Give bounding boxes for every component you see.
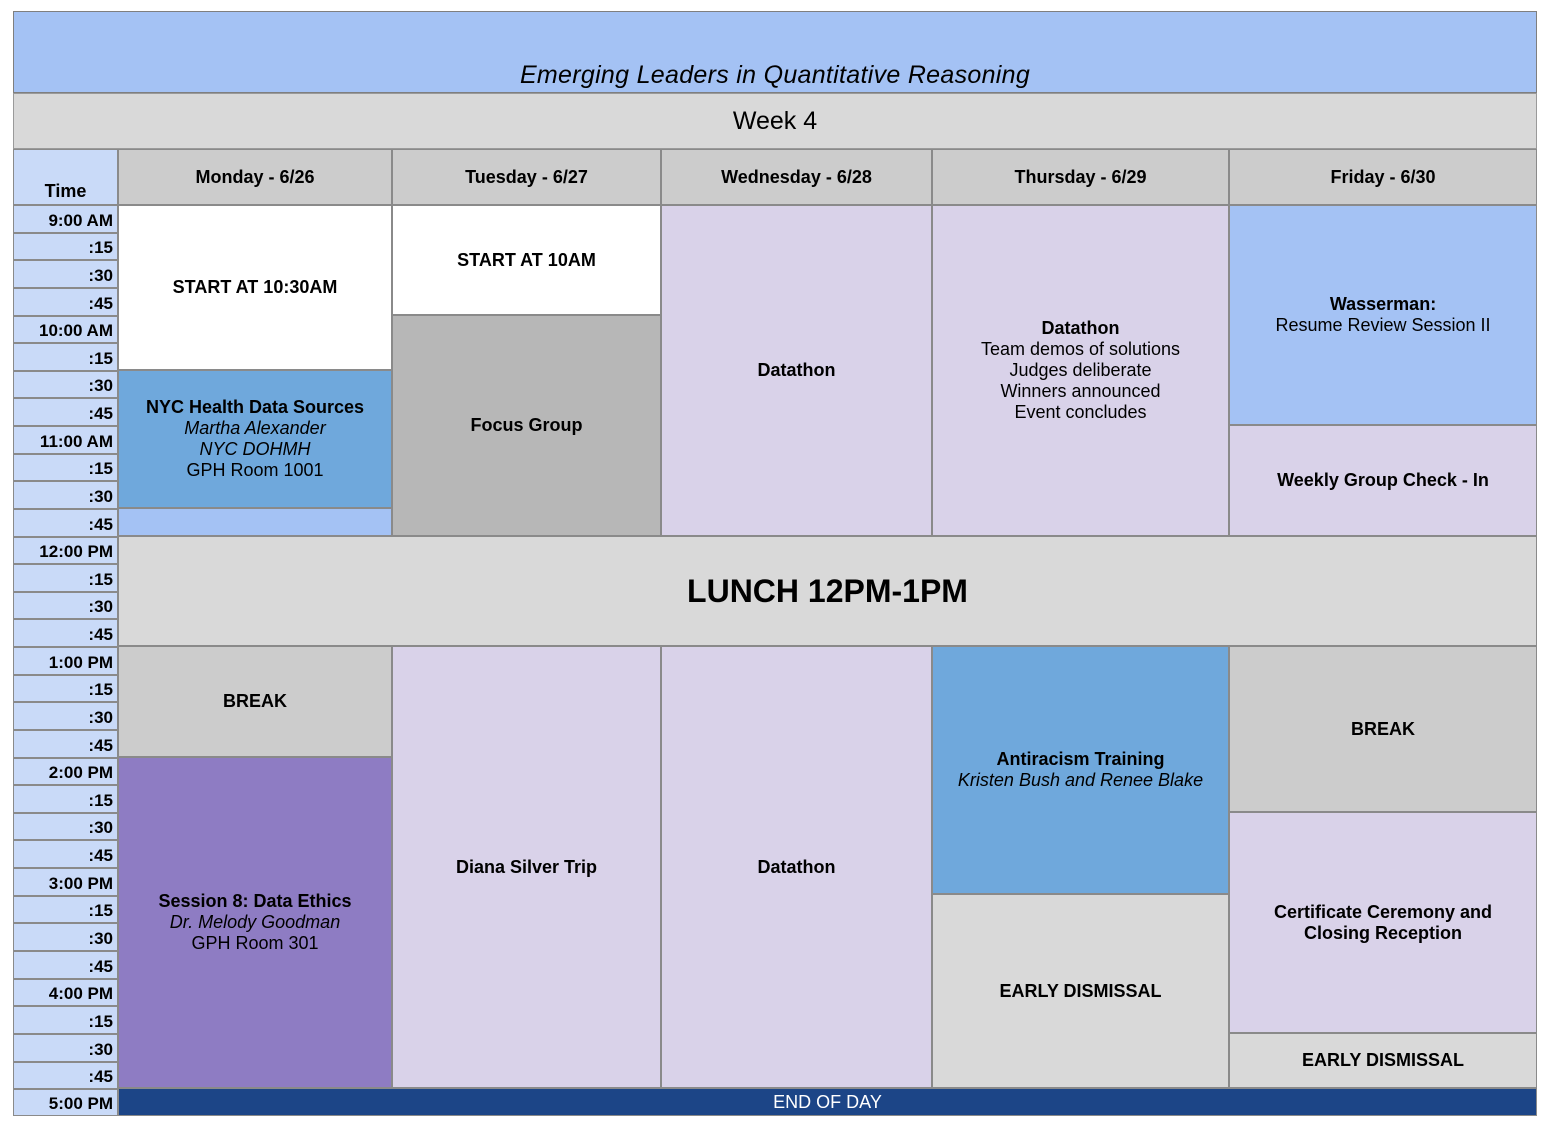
- event-antiracism-training[interactable]: [932, 646, 1229, 894]
- time-label: :30: [13, 1034, 118, 1062]
- schedule-grid: [13, 149, 1537, 1116]
- time-label: :15: [13, 564, 118, 592]
- monday-start-note: [118, 205, 392, 370]
- day-header-thursday: Thursday - 6/29: [932, 149, 1229, 205]
- time-column-header: Time: [13, 149, 118, 205]
- time-label: :30: [13, 813, 118, 840]
- time-label: :45: [13, 840, 118, 868]
- time-label: 9:00 AM: [13, 205, 118, 233]
- event-organization: NYC DOHMH: [199, 439, 311, 459]
- time-label: 4:00 PM: [13, 979, 118, 1006]
- event-title: Certificate Ceremony and Closing Reception: [1273, 901, 1493, 943]
- dismissal-label: EARLY DISMISSAL: [1301, 1050, 1465, 1070]
- time-label: :45: [13, 509, 118, 537]
- event-diana-silver-trip[interactable]: [392, 646, 661, 1088]
- time-label: 11:00 AM: [13, 426, 118, 454]
- time-label: :15: [13, 675, 118, 702]
- time-label: :30: [13, 260, 118, 288]
- event-detail-line: Winners announced: [1000, 381, 1161, 401]
- time-label: :45: [13, 398, 118, 426]
- time-label: 5:00 PM: [13, 1089, 118, 1116]
- thursday-early-dismissal: [932, 894, 1229, 1088]
- event-title: Antiracism Training: [996, 749, 1165, 769]
- program-title: Emerging Leaders in Quantitative Reasoning: [519, 61, 1031, 89]
- event-title: NYC Health Data Sources: [145, 397, 365, 417]
- event-wasserman-resume-review[interactable]: [1229, 205, 1537, 425]
- monday-gap-slot: [118, 508, 392, 536]
- event-weekly-group-check-in[interactable]: [1229, 425, 1537, 536]
- monday-break: [118, 646, 392, 757]
- day-header-wednesday: Wednesday - 6/28: [661, 149, 932, 205]
- time-label: :30: [13, 592, 118, 619]
- event-title: Weekly Group Check - In: [1277, 470, 1489, 490]
- event-datathon-thursday[interactable]: [932, 205, 1229, 536]
- program-banner: [13, 11, 1537, 93]
- week-header: Week 4: [13, 93, 1537, 149]
- time-label: :45: [13, 619, 118, 647]
- time-label: :45: [13, 730, 118, 758]
- time-label: 1:00 PM: [13, 647, 118, 675]
- day-header-friday: Friday - 6/30: [1229, 149, 1537, 205]
- time-label: :15: [13, 785, 118, 813]
- time-label: 12:00 PM: [13, 537, 118, 564]
- dismissal-label: EARLY DISMISSAL: [999, 980, 1162, 1001]
- end-of-day-bar: [118, 1088, 1537, 1116]
- event-datathon-wednesday-am[interactable]: [661, 205, 932, 536]
- event-title: Datathon: [757, 360, 836, 380]
- event-speaker: Martha Alexander: [184, 418, 326, 438]
- tuesday-start-note: [392, 205, 661, 315]
- time-label: :45: [13, 1062, 118, 1089]
- tuesday-start-label: START AT 10AM: [457, 249, 596, 270]
- event-room: GPH Room 1001: [186, 460, 324, 480]
- time-label: :30: [13, 923, 118, 951]
- event-title: Session 8: Data Ethics: [158, 891, 352, 911]
- lunch-label: LUNCH 12PM-1PM: [687, 573, 968, 609]
- time-label: 3:00 PM: [13, 868, 118, 896]
- event-certificate-ceremony[interactable]: [1229, 812, 1537, 1033]
- time-label: :15: [13, 454, 118, 481]
- event-title: Focus Group: [470, 415, 583, 435]
- monday-start-label: START AT 10:30AM: [172, 277, 338, 297]
- break-label: BREAK: [222, 691, 287, 711]
- time-label: :15: [13, 896, 118, 923]
- event-datathon-wednesday-pm[interactable]: [661, 646, 932, 1088]
- time-label: 2:00 PM: [13, 758, 118, 785]
- time-label: :30: [13, 371, 118, 398]
- event-nyc-health-data-sources[interactable]: [118, 370, 392, 508]
- event-session-8-data-ethics[interactable]: [118, 757, 392, 1088]
- day-header-tuesday: Tuesday - 6/27: [392, 149, 661, 205]
- time-label: 10:00 AM: [13, 316, 118, 343]
- time-label: :30: [13, 702, 118, 730]
- lunch-block: [118, 536, 1537, 646]
- day-header-monday: Monday - 6/26: [118, 149, 392, 205]
- time-label: :45: [13, 951, 118, 979]
- event-focus-group[interactable]: [392, 315, 661, 536]
- time-label: :15: [13, 233, 118, 260]
- event-room: GPH Room 301: [191, 933, 319, 953]
- end-of-day-label: END OF DAY: [773, 1091, 882, 1112]
- event-title: Datathon: [1041, 318, 1120, 338]
- event-title: Diana Silver Trip: [455, 856, 598, 877]
- break-label: BREAK: [1350, 718, 1415, 739]
- event-detail-line: Judges deliberate: [1009, 360, 1152, 380]
- event-title: Datathon: [757, 856, 836, 877]
- event-speaker: Dr. Melody Goodman: [169, 912, 341, 932]
- event-detail-line: Team demos of solutions: [980, 339, 1181, 359]
- time-label: :30: [13, 481, 118, 509]
- event-subtitle: Resume Review Session II: [1275, 315, 1491, 335]
- event-title: Wasserman:: [1329, 294, 1437, 314]
- friday-break: [1229, 646, 1537, 812]
- friday-early-dismissal: [1229, 1033, 1537, 1088]
- schedule-frame: [13, 11, 1537, 1116]
- time-label: :15: [13, 1006, 118, 1034]
- event-speakers: Kristen Bush and Renee Blake: [957, 770, 1204, 790]
- time-label: :15: [13, 343, 118, 371]
- time-label: :45: [13, 288, 118, 316]
- event-detail-line: Event concludes: [1014, 402, 1147, 422]
